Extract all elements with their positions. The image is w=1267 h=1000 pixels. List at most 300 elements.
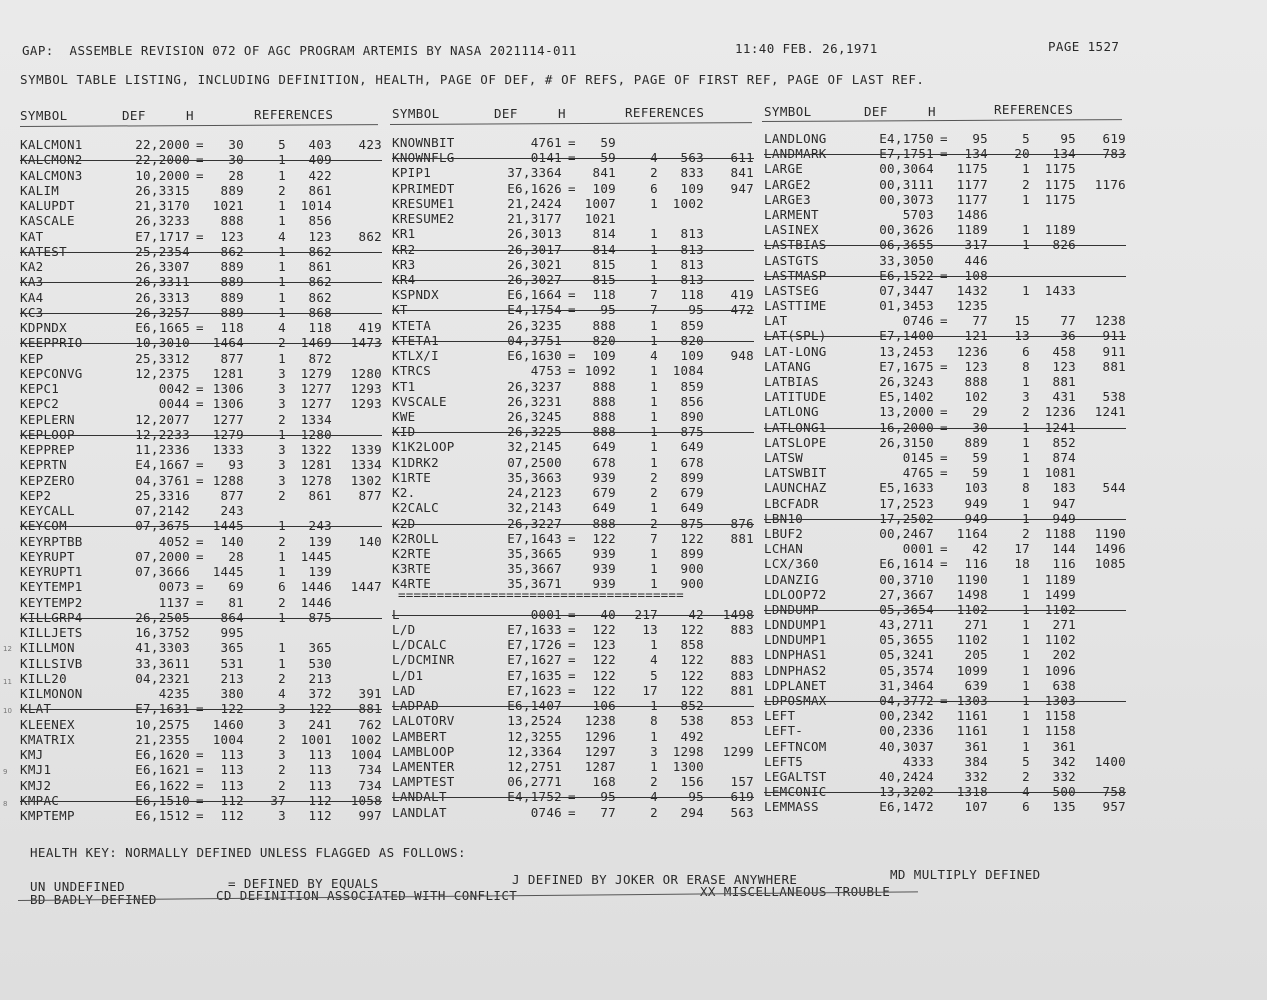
def-page: 118: [220, 320, 244, 335]
header-rule-2: [390, 122, 752, 125]
definition: E7,1631: [135, 701, 190, 717]
health-flag: =: [196, 533, 204, 549]
symbol-name: LDPLANET: [764, 677, 827, 693]
symbol-name: LDLOOP72: [764, 586, 827, 602]
first-ref-page: 858: [680, 637, 704, 653]
symbol-name: KNOWNBIT: [392, 135, 455, 150]
def-page: 949: [964, 510, 988, 526]
symbol-name: K2D: [392, 515, 416, 531]
symbol-row: [764, 693, 1126, 708]
symbol-name: KTLX/I: [392, 348, 439, 364]
def-page: 81: [228, 594, 244, 610]
symbol-row: [20, 198, 382, 213]
def-page: 889: [220, 289, 244, 305]
symbol-name: LAT-LONG: [764, 343, 827, 359]
first-ref-page: 1300: [672, 759, 704, 775]
last-ref-page: 1280: [350, 365, 382, 381]
symbol-name: KDPNDX: [20, 320, 67, 335]
symbol-name: LAMENTER: [392, 759, 455, 775]
symbol-name: LEMMASS: [764, 799, 819, 815]
def-page: 109: [592, 348, 616, 364]
last-ref-page: 881: [730, 682, 754, 698]
last-ref-page: 1447: [350, 579, 382, 595]
first-ref-page: 122: [680, 667, 704, 683]
def-page: 1281: [212, 365, 244, 381]
definition: E7,1751: [879, 146, 934, 162]
definition: E6,1522: [879, 267, 934, 283]
ref-count: 1: [650, 637, 658, 653]
ref-count: 1: [278, 304, 286, 320]
ref-count: 1: [650, 698, 658, 714]
definition: 05,3654: [879, 601, 934, 617]
def-page: 122: [592, 530, 616, 546]
last-ref-page: 1473: [350, 335, 382, 351]
last-ref-page: 544: [1102, 480, 1126, 496]
definition: 16,2000: [879, 419, 934, 435]
ref-count: 1: [650, 500, 658, 516]
first-ref-page: 122: [680, 530, 704, 546]
health-flag: =: [568, 789, 576, 805]
symbol-name: LEFT-: [764, 723, 804, 739]
symbol-name: LASTGTS: [764, 252, 819, 268]
def-page: 1464: [212, 335, 244, 351]
symbol-row: [392, 165, 754, 180]
definition: 10,2000: [135, 167, 190, 183]
definition: E7,1635: [507, 667, 562, 683]
definition: E6,1630: [507, 348, 562, 364]
symbol-name: LANDMARK: [764, 146, 827, 162]
symbol-name: KALCMON2: [20, 152, 83, 168]
definition: 27,3667: [879, 586, 934, 602]
first-ref-page: 361: [1052, 738, 1076, 754]
health-flag: =: [568, 530, 576, 546]
first-ref-page: 1446: [300, 594, 332, 610]
definition: 21,3177: [507, 211, 562, 227]
first-ref-page: 1322: [300, 442, 332, 457]
definition: 10,2575: [135, 716, 190, 732]
definition: E5,1633: [879, 480, 934, 496]
health-flag: =: [568, 622, 576, 638]
definition: 21,3170: [135, 198, 190, 213]
health-flag: =: [196, 747, 204, 762]
first-ref-page: 271: [1052, 617, 1076, 633]
symbol-name: LAT(SPL): [764, 328, 827, 344]
header-def-2: DEF: [494, 106, 518, 121]
def-page: 814: [592, 241, 616, 257]
symbol-row: [392, 668, 754, 683]
definition: 12,2375: [135, 365, 190, 381]
definition: 11,2336: [135, 442, 190, 457]
symbol-row: [392, 272, 754, 287]
symbol-row: [392, 698, 754, 713]
first-ref-page: 859: [680, 317, 704, 333]
definition: E4,1750: [879, 131, 934, 146]
health-flag: =: [940, 267, 948, 283]
symbol-name: KEYRPTBB: [20, 533, 83, 549]
definition: 41,3303: [135, 640, 190, 656]
ref-count: 2: [650, 469, 658, 485]
health-flag: =: [196, 167, 204, 183]
first-ref-page: 403: [308, 137, 332, 152]
definition: 4761: [530, 135, 562, 150]
definition: 12,3364: [507, 743, 562, 759]
health-flag: =: [568, 348, 576, 364]
ref-count: 5: [278, 137, 286, 152]
definition: E6,1664: [507, 287, 562, 303]
symbol-name: KEYCALL: [20, 503, 75, 518]
definition: 06,3655: [879, 237, 934, 253]
ref-count: 3: [1022, 389, 1030, 405]
symbol-row: [20, 396, 382, 411]
symbol-name: KC3: [20, 304, 44, 320]
symbol-row: [20, 640, 382, 655]
symbol-name: KASCALE: [20, 213, 75, 229]
symbol-row: [20, 778, 382, 793]
symbol-name: KALUPDT: [20, 198, 75, 213]
header-rule-3: [762, 119, 1122, 122]
symbol-row: [20, 595, 382, 610]
symbol-row: [20, 747, 382, 762]
symbol-row: [764, 708, 1126, 723]
symbol-name: KMPAC: [20, 792, 60, 808]
first-ref-page: 1096: [1044, 662, 1076, 678]
first-ref-page: 36: [1060, 328, 1076, 344]
ref-count: 2: [278, 670, 286, 686]
ref-count: 1: [278, 655, 286, 671]
symbol-name: KEPZERO: [20, 472, 75, 488]
health-flag: =: [196, 594, 204, 610]
first-ref-page: 1303: [1044, 693, 1076, 709]
symbol-row: [764, 587, 1126, 602]
def-page: 108: [964, 267, 988, 283]
def-page: 446: [964, 252, 988, 268]
definition: 25,3312: [135, 350, 190, 366]
ref-count: 4: [278, 228, 286, 244]
definition: 40,2424: [879, 768, 934, 784]
symbol-name: LDPOSMAX: [764, 693, 827, 709]
last-ref-page: 1176: [1094, 176, 1126, 192]
first-ref-page: 372: [308, 686, 332, 701]
ref-count: 4: [1022, 784, 1030, 800]
definition: 17,2523: [879, 495, 934, 511]
symbol-name: KEPRTN: [20, 457, 67, 473]
first-ref-page: 241: [308, 716, 332, 732]
symbol-name: KEPCONVG: [20, 365, 83, 381]
first-ref-page: 1175: [1044, 191, 1076, 207]
first-ref-page: 1175: [1044, 161, 1076, 177]
ref-count: 1: [1022, 647, 1030, 663]
definition: 26,3235: [507, 317, 562, 333]
last-ref-page: 1400: [1094, 753, 1126, 769]
first-ref-page: 409: [308, 152, 332, 168]
first-ref-page: 113: [308, 762, 332, 778]
symbol-row: [764, 222, 1126, 237]
definition: 26,3225: [507, 424, 562, 440]
def-page: 1287: [584, 759, 616, 775]
first-ref-page: 1189: [1044, 222, 1076, 238]
symbol-row: [392, 713, 754, 728]
symbol-name: LASTMASP: [764, 267, 827, 283]
definition: 13,2453: [879, 343, 934, 359]
ref-count: 1: [278, 274, 286, 290]
symbol-name: LDNDUMP1: [764, 617, 827, 633]
first-ref-page: 113: [308, 777, 332, 793]
last-ref-page: 841: [730, 165, 754, 181]
health-flag: =: [196, 137, 204, 152]
symbol-row: [20, 534, 382, 549]
ref-count: 1: [650, 545, 658, 561]
symbol-name: LCX/360: [764, 556, 819, 572]
last-ref-page: 1293: [350, 381, 382, 396]
symbol-name: KVSCALE: [392, 393, 447, 409]
symbol-name: LAD: [392, 682, 416, 698]
symbol-row: [20, 366, 382, 381]
def-page: 1236: [956, 343, 988, 359]
definition: E7,1400: [879, 328, 934, 344]
symbol-name: KLAT: [20, 701, 52, 717]
symbol-row: [764, 541, 1126, 556]
definition: 24,2123: [507, 485, 562, 501]
header-references-2: REFERENCES: [625, 105, 705, 120]
ref-count: 5: [1022, 753, 1030, 769]
def-page: 888: [592, 515, 616, 531]
definition: 05,3241: [879, 647, 934, 663]
first-ref-page: 820: [680, 332, 704, 348]
ref-count: 20: [1014, 146, 1030, 162]
symbol-name: K1DRK2: [392, 454, 439, 470]
first-ref-page: 112: [308, 792, 332, 808]
def-page: 889: [220, 274, 244, 290]
definition: E7,1627: [507, 652, 562, 668]
health-flag: =: [940, 449, 948, 465]
definition: 26,3231: [507, 393, 562, 409]
ref-count: 1: [650, 728, 658, 744]
symbol-name: KMJ1: [20, 762, 52, 778]
ref-count: 1: [650, 241, 658, 257]
definition: 07,3666: [135, 564, 190, 579]
health-flag: =: [196, 808, 204, 823]
symbol-name: LEFTNCOM: [764, 738, 827, 754]
ref-count: 1: [650, 317, 658, 333]
definition: 21,2424: [507, 195, 562, 211]
ref-count: 2: [278, 731, 286, 747]
definition: 00,2467: [879, 525, 934, 541]
ref-count: 3: [278, 808, 286, 823]
symbol-name: KTRCS: [392, 363, 432, 379]
def-page: 113: [220, 747, 244, 762]
ref-count: 8: [1022, 358, 1030, 374]
symbol-row: [764, 313, 1126, 328]
ref-count: 2: [278, 182, 286, 198]
first-ref-page: 813: [680, 226, 704, 242]
header-h-2: H: [558, 106, 566, 121]
def-page: 122: [592, 622, 616, 638]
definition: E6,1510: [135, 792, 190, 808]
ref-count: 6: [650, 180, 658, 196]
symbol-name: LATSWBIT: [764, 465, 827, 481]
def-page: 116: [964, 556, 988, 572]
def-page: 888: [592, 317, 616, 333]
ref-count: 1: [1022, 465, 1030, 481]
symbol-row: [764, 647, 1126, 662]
symbol-row: [20, 442, 382, 457]
ref-count: 1: [278, 609, 286, 625]
first-ref-page: 118: [308, 320, 332, 335]
first-ref-page: 422: [308, 167, 332, 183]
health-key-xx: XX MISCELLANEOUS TROUBLE: [700, 884, 891, 899]
symbol-name: L/D: [392, 622, 416, 638]
symbol-row: [764, 572, 1126, 587]
def-page: 109: [592, 180, 616, 196]
symbol-name: LEFT: [764, 708, 796, 724]
def-page: 1161: [956, 723, 988, 739]
health-flag: =: [568, 667, 576, 683]
ref-count: 1: [1022, 282, 1030, 298]
ref-count: 1: [1022, 434, 1030, 450]
def-page: 678: [592, 454, 616, 470]
symbol-row: [392, 135, 754, 150]
symbol-row: [392, 226, 754, 241]
def-page: 1175: [956, 161, 988, 177]
health-flag: =: [196, 228, 204, 244]
last-ref-page: 862: [358, 228, 382, 244]
ref-count: 1: [650, 332, 658, 348]
symbol-name: LALOTORV: [392, 713, 455, 729]
ref-count: 217: [634, 606, 658, 622]
symbol-name: LASTBIAS: [764, 237, 827, 253]
definition: E7,1726: [507, 637, 562, 653]
symbol-name: KWE: [392, 408, 416, 424]
symbol-name: LANDALT: [392, 789, 447, 805]
ref-count: 1: [278, 243, 286, 259]
definition: 12,3255: [507, 728, 562, 744]
definition: 16,3752: [135, 625, 190, 640]
symbol-row: [392, 257, 754, 272]
def-page: 1177: [956, 176, 988, 192]
first-ref-page: 134: [1052, 146, 1076, 162]
symbol-name: KAT: [20, 228, 44, 244]
first-ref-page: 243: [308, 518, 332, 534]
first-ref-page: 881: [1052, 374, 1076, 390]
first-ref-page: 1281: [300, 457, 332, 473]
symbol-row: [764, 328, 1126, 343]
first-ref-page: 638: [1052, 677, 1076, 693]
last-ref-page: 948: [730, 348, 754, 364]
symbol-name: LATLONG1: [764, 419, 827, 435]
last-ref-page: 619: [1102, 131, 1126, 146]
first-ref-page: 1189: [1044, 571, 1076, 587]
first-ref-page: 852: [1052, 434, 1076, 450]
definition: 26,3257: [135, 304, 190, 320]
symbol-row: [392, 409, 754, 424]
first-ref-page: 332: [1052, 768, 1076, 784]
symbol-row: [20, 762, 382, 777]
definition: 07,3675: [135, 518, 190, 534]
symbol-name: KSPNDX: [392, 287, 439, 303]
def-page: 140: [220, 533, 244, 549]
symbol-name: L/D1: [392, 667, 424, 683]
def-page: 939: [592, 561, 616, 577]
definition: 12,2077: [135, 411, 190, 427]
symbol-row: [20, 168, 382, 183]
first-ref-page: 122: [308, 701, 332, 717]
last-ref-page: 853: [730, 713, 754, 729]
def-page: 384: [964, 753, 988, 769]
def-page: 59: [600, 135, 616, 150]
first-ref-page: 458: [1052, 343, 1076, 359]
definition: 00,2336: [879, 723, 934, 739]
definition: 4235: [158, 686, 190, 701]
symbol-name: LASINEX: [764, 222, 819, 238]
def-page: 118: [592, 287, 616, 303]
health-flag: =: [940, 404, 948, 420]
def-page: 1460: [212, 716, 244, 732]
symbol-name: LBN10: [764, 510, 804, 526]
last-ref-page: 1085: [1094, 556, 1126, 572]
symbol-row: [20, 381, 382, 396]
symbol-name: KRESUME1: [392, 195, 455, 211]
symbol-row: [392, 287, 754, 302]
last-ref-page: 758: [1102, 784, 1126, 800]
definition: 04,2321: [135, 670, 190, 686]
symbol-row: [764, 253, 1126, 268]
symbol-row: [764, 799, 1126, 814]
first-ref-page: 183: [1052, 480, 1076, 496]
def-page: 122: [220, 701, 244, 717]
definition: 04,3751: [507, 332, 562, 348]
definition: 26,3150: [879, 434, 934, 450]
definition: E6,1472: [879, 799, 934, 815]
ref-count: 1: [1022, 723, 1030, 739]
def-page: 122: [592, 682, 616, 698]
def-page: 112: [220, 792, 244, 808]
def-page: 1235: [956, 298, 988, 314]
def-page: 1279: [212, 426, 244, 442]
first-ref-page: 949: [1052, 510, 1076, 526]
def-page: 862: [220, 243, 244, 259]
symbol-row: [764, 177, 1126, 192]
symbol-name: LBCFADR: [764, 495, 819, 511]
first-ref-page: 95: [1060, 131, 1076, 146]
header-h-3: H: [928, 104, 936, 119]
def-page: 112: [220, 808, 244, 823]
def-page: 113: [220, 762, 244, 778]
symbol-row: [392, 439, 754, 454]
symbol-name: KNOWNFLG: [392, 150, 455, 166]
definition: 4333: [902, 753, 934, 769]
first-ref-page: 872: [308, 350, 332, 366]
symbol-name: LARGE2: [764, 176, 811, 192]
symbol-row: [764, 207, 1126, 222]
ref-count: 13: [642, 622, 658, 638]
definition: 10,3010: [135, 335, 190, 351]
first-ref-page: 1446: [300, 579, 332, 595]
def-page: 95: [600, 789, 616, 805]
ref-count: 1: [1022, 586, 1030, 602]
ref-count: 8: [650, 713, 658, 729]
symbol-row: [764, 617, 1126, 632]
last-ref-page: 947: [730, 180, 754, 196]
first-ref-page: 900: [680, 576, 704, 592]
symbol-row: [392, 516, 754, 531]
symbol-row: [20, 351, 382, 366]
symbol-row: [764, 526, 1126, 541]
health-key-eq: = DEFINED BY EQUALS: [228, 876, 379, 891]
def-page: 939: [592, 469, 616, 485]
symbol-name: KEPLOOP: [20, 426, 75, 442]
def-page: 1102: [956, 632, 988, 648]
separator-line: =====================================: [398, 587, 684, 602]
